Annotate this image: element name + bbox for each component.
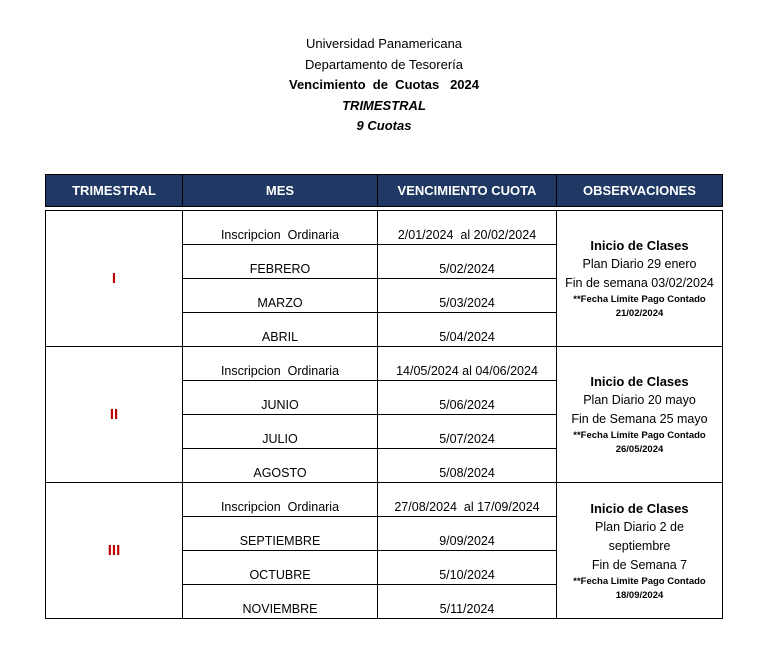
observaciones-cell — [557, 347, 723, 483]
document-subtitle: TRIMESTRAL — [342, 97, 426, 113]
obs-note: **Fecha Limite Pago Contado — [573, 294, 706, 305]
obs-line: Fin de Semana 25 mayo — [571, 412, 708, 426]
obs-note: **Fecha Limite Pago Contado — [573, 430, 706, 441]
mes-cell: JULIO — [183, 415, 378, 449]
mes-cell: Inscripcion Ordinaria — [183, 347, 378, 381]
mes-cell: MARZO — [183, 279, 378, 313]
table-header-row — [46, 175, 723, 207]
cuotas-table — [45, 174, 723, 619]
vencimiento-cell: 5/11/2024 — [378, 585, 557, 619]
obs-line: Fin de semana 03/02/2024 — [565, 276, 714, 290]
cuotas-count: 9 Cuotas — [356, 118, 412, 133]
document-header — [0, 34, 768, 137]
table-row — [46, 347, 723, 381]
obs-line: Plan Diario 2 de — [595, 519, 684, 534]
vencimiento-cell: 14/05/2024 al 04/06/2024 — [378, 347, 557, 381]
obs-date: 18/09/2024 — [615, 589, 664, 601]
mes-cell: AGOSTO — [183, 449, 378, 483]
vencimiento-cell: 5/07/2024 — [378, 415, 557, 449]
vencimiento-cell: 5/04/2024 — [378, 313, 557, 347]
col-header-trimestral: TRIMESTRAL — [46, 175, 183, 207]
table-row — [46, 483, 723, 517]
mes-cell: JUNIO — [183, 381, 378, 415]
mes-cell: NOVIEMBRE — [183, 585, 378, 619]
col-header-observaciones: OBSERVACIONES — [557, 175, 723, 207]
mes-cell: OCTUBRE — [183, 551, 378, 585]
vencimiento-cell: 9/09/2024 — [378, 517, 557, 551]
obs-date: 26/05/2024 — [615, 444, 664, 455]
mes-cell: Inscripcion Ordinaria — [183, 483, 378, 517]
table-row — [46, 211, 723, 245]
mes-cell: FEBRERO — [183, 245, 378, 279]
observaciones-cell — [557, 211, 723, 347]
university-name: Universidad Panamericana — [305, 36, 463, 51]
vencimiento-cell: 5/08/2024 — [378, 449, 557, 483]
document-title: Vencimiento de Cuotas 2024 — [288, 77, 479, 92]
observaciones-cell — [557, 483, 723, 619]
obs-title: Inicio de Clases — [590, 238, 689, 253]
vencimiento-cell: 2/01/2024 al 20/02/2024 — [378, 211, 557, 245]
obs-line: Fin de Semana 7 — [591, 557, 688, 572]
obs-date: 21/02/2024 — [615, 308, 664, 319]
obs-line: Plan Diario 29 enero — [582, 257, 697, 271]
col-header-vencimiento: VENCIMIENTO CUOTA — [378, 175, 557, 207]
mes-cell: ABRIL — [183, 313, 378, 347]
obs-line: septiembre — [608, 538, 671, 553]
trimester-label: III — [46, 483, 183, 619]
vencimiento-cell: 5/06/2024 — [378, 381, 557, 415]
obs-title: Inicio de Clases — [590, 374, 689, 389]
col-header-mes: MES — [183, 175, 378, 207]
vencimiento-cell: 27/08/2024 al 17/09/2024 — [378, 483, 557, 517]
mes-cell: Inscripcion Ordinaria — [183, 211, 378, 245]
department-name: Departamento de Tesorería — [304, 56, 464, 72]
trimester-label: I — [46, 211, 183, 347]
obs-line: Plan Diario 20 mayo — [583, 393, 696, 407]
trimester-label: II — [46, 347, 183, 483]
mes-cell: SEPTIEMBRE — [183, 517, 378, 551]
vencimiento-cell: 5/02/2024 — [378, 245, 557, 279]
vencimiento-cell: 5/10/2024 — [378, 551, 557, 585]
obs-title: Inicio de Clases — [590, 500, 689, 516]
obs-note: **Fecha Limite Pago Contado — [573, 575, 706, 587]
vencimiento-cell: 5/03/2024 — [378, 279, 557, 313]
